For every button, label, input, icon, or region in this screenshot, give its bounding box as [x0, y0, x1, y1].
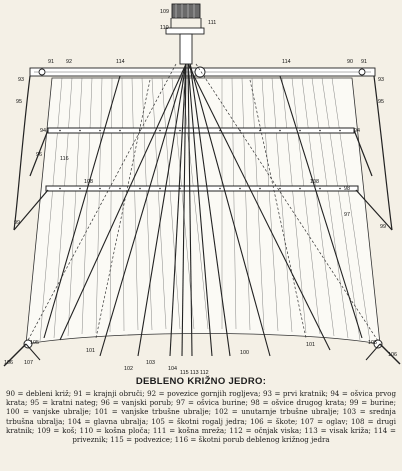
- callout-107: 107: [24, 360, 33, 366]
- callout-114-left: 114: [116, 59, 125, 65]
- callout-99-right: 99: [380, 224, 386, 230]
- callout-90: 90: [347, 59, 353, 65]
- callout-106-right: 106: [388, 352, 397, 358]
- callout-102: 102: [124, 366, 133, 372]
- callout-116: 116: [60, 156, 69, 162]
- legend-text: 90 = debleni križ; 91 = krajnji obruči; 92 = povezice gornjih rogljeva; 93 = prvi kratnik; 94 = ošvica prvog krata; 95 = kratni nateg; 96 = vanjski porub; 97 = ošvica burine; 98 = ošvice drugog krata; 99 = burine; 100 = vanjske ubralje; 101 = vanjske trbušne ubralje; 102 = unutarnje trbušne ubralje; 103 = srednja trbušna ubralja; 104 = glavna ubralja; 105 = škotni rogalj jedra; 106 = škote; 107 = oglav; 108 = drugi kratnik; 109 = koš; 110 = košna ploča; 111 = košna mreža; 112 = očnjak viska; 113 = visak križa; 114 = priveznik; 115 = podvezice; 116 = škotni porub deblenog križnog jedra: [6, 389, 396, 445]
- sail-body: [26, 78, 380, 344]
- callout-105-left: 105: [30, 340, 39, 346]
- callout-93-left: 93: [18, 77, 24, 83]
- callout-95-left: 95: [16, 99, 22, 105]
- callout-105-right: 105: [368, 340, 377, 346]
- callout-112: 112: [200, 370, 209, 376]
- clews: [4, 340, 400, 366]
- callout-103: 103: [146, 360, 155, 366]
- callout-101-left: 101: [86, 348, 95, 354]
- callout-111: 111: [208, 20, 217, 26]
- callout-91-top: 91: [48, 59, 54, 65]
- mast-top: [166, 4, 204, 64]
- main-yard: [30, 67, 375, 77]
- callout-106-left: 106: [4, 360, 13, 366]
- callout-113: 113: [190, 370, 199, 376]
- callout-100: 100: [240, 350, 249, 356]
- callout-110: 110: [160, 25, 169, 31]
- callout-94-left: 94: [40, 128, 46, 134]
- callout-92: 92: [66, 59, 72, 65]
- callout-94-right: 94: [354, 128, 360, 134]
- callout-101-right: 101: [306, 342, 315, 348]
- callout-99-left: 99: [14, 220, 20, 226]
- diagram-title: DEBLENO KRIŽNO JEDRO:: [135, 376, 267, 387]
- caption: [6, 376, 396, 444]
- callout-96: 96: [36, 152, 42, 158]
- callout-108-left: 108: [84, 179, 93, 185]
- callout-93-right: 93: [378, 77, 384, 83]
- callout-114-right: 114: [282, 59, 291, 65]
- callout-97: 97: [344, 212, 350, 218]
- callout-115: 115: [180, 370, 189, 376]
- callout-104: 104: [168, 366, 177, 372]
- callout-108-right: 108: [310, 179, 319, 185]
- callout-95-right: 95: [378, 99, 384, 105]
- callout-98: 98: [344, 186, 350, 192]
- callout-109: 109: [160, 9, 169, 15]
- callout-91-right: 91: [361, 59, 367, 65]
